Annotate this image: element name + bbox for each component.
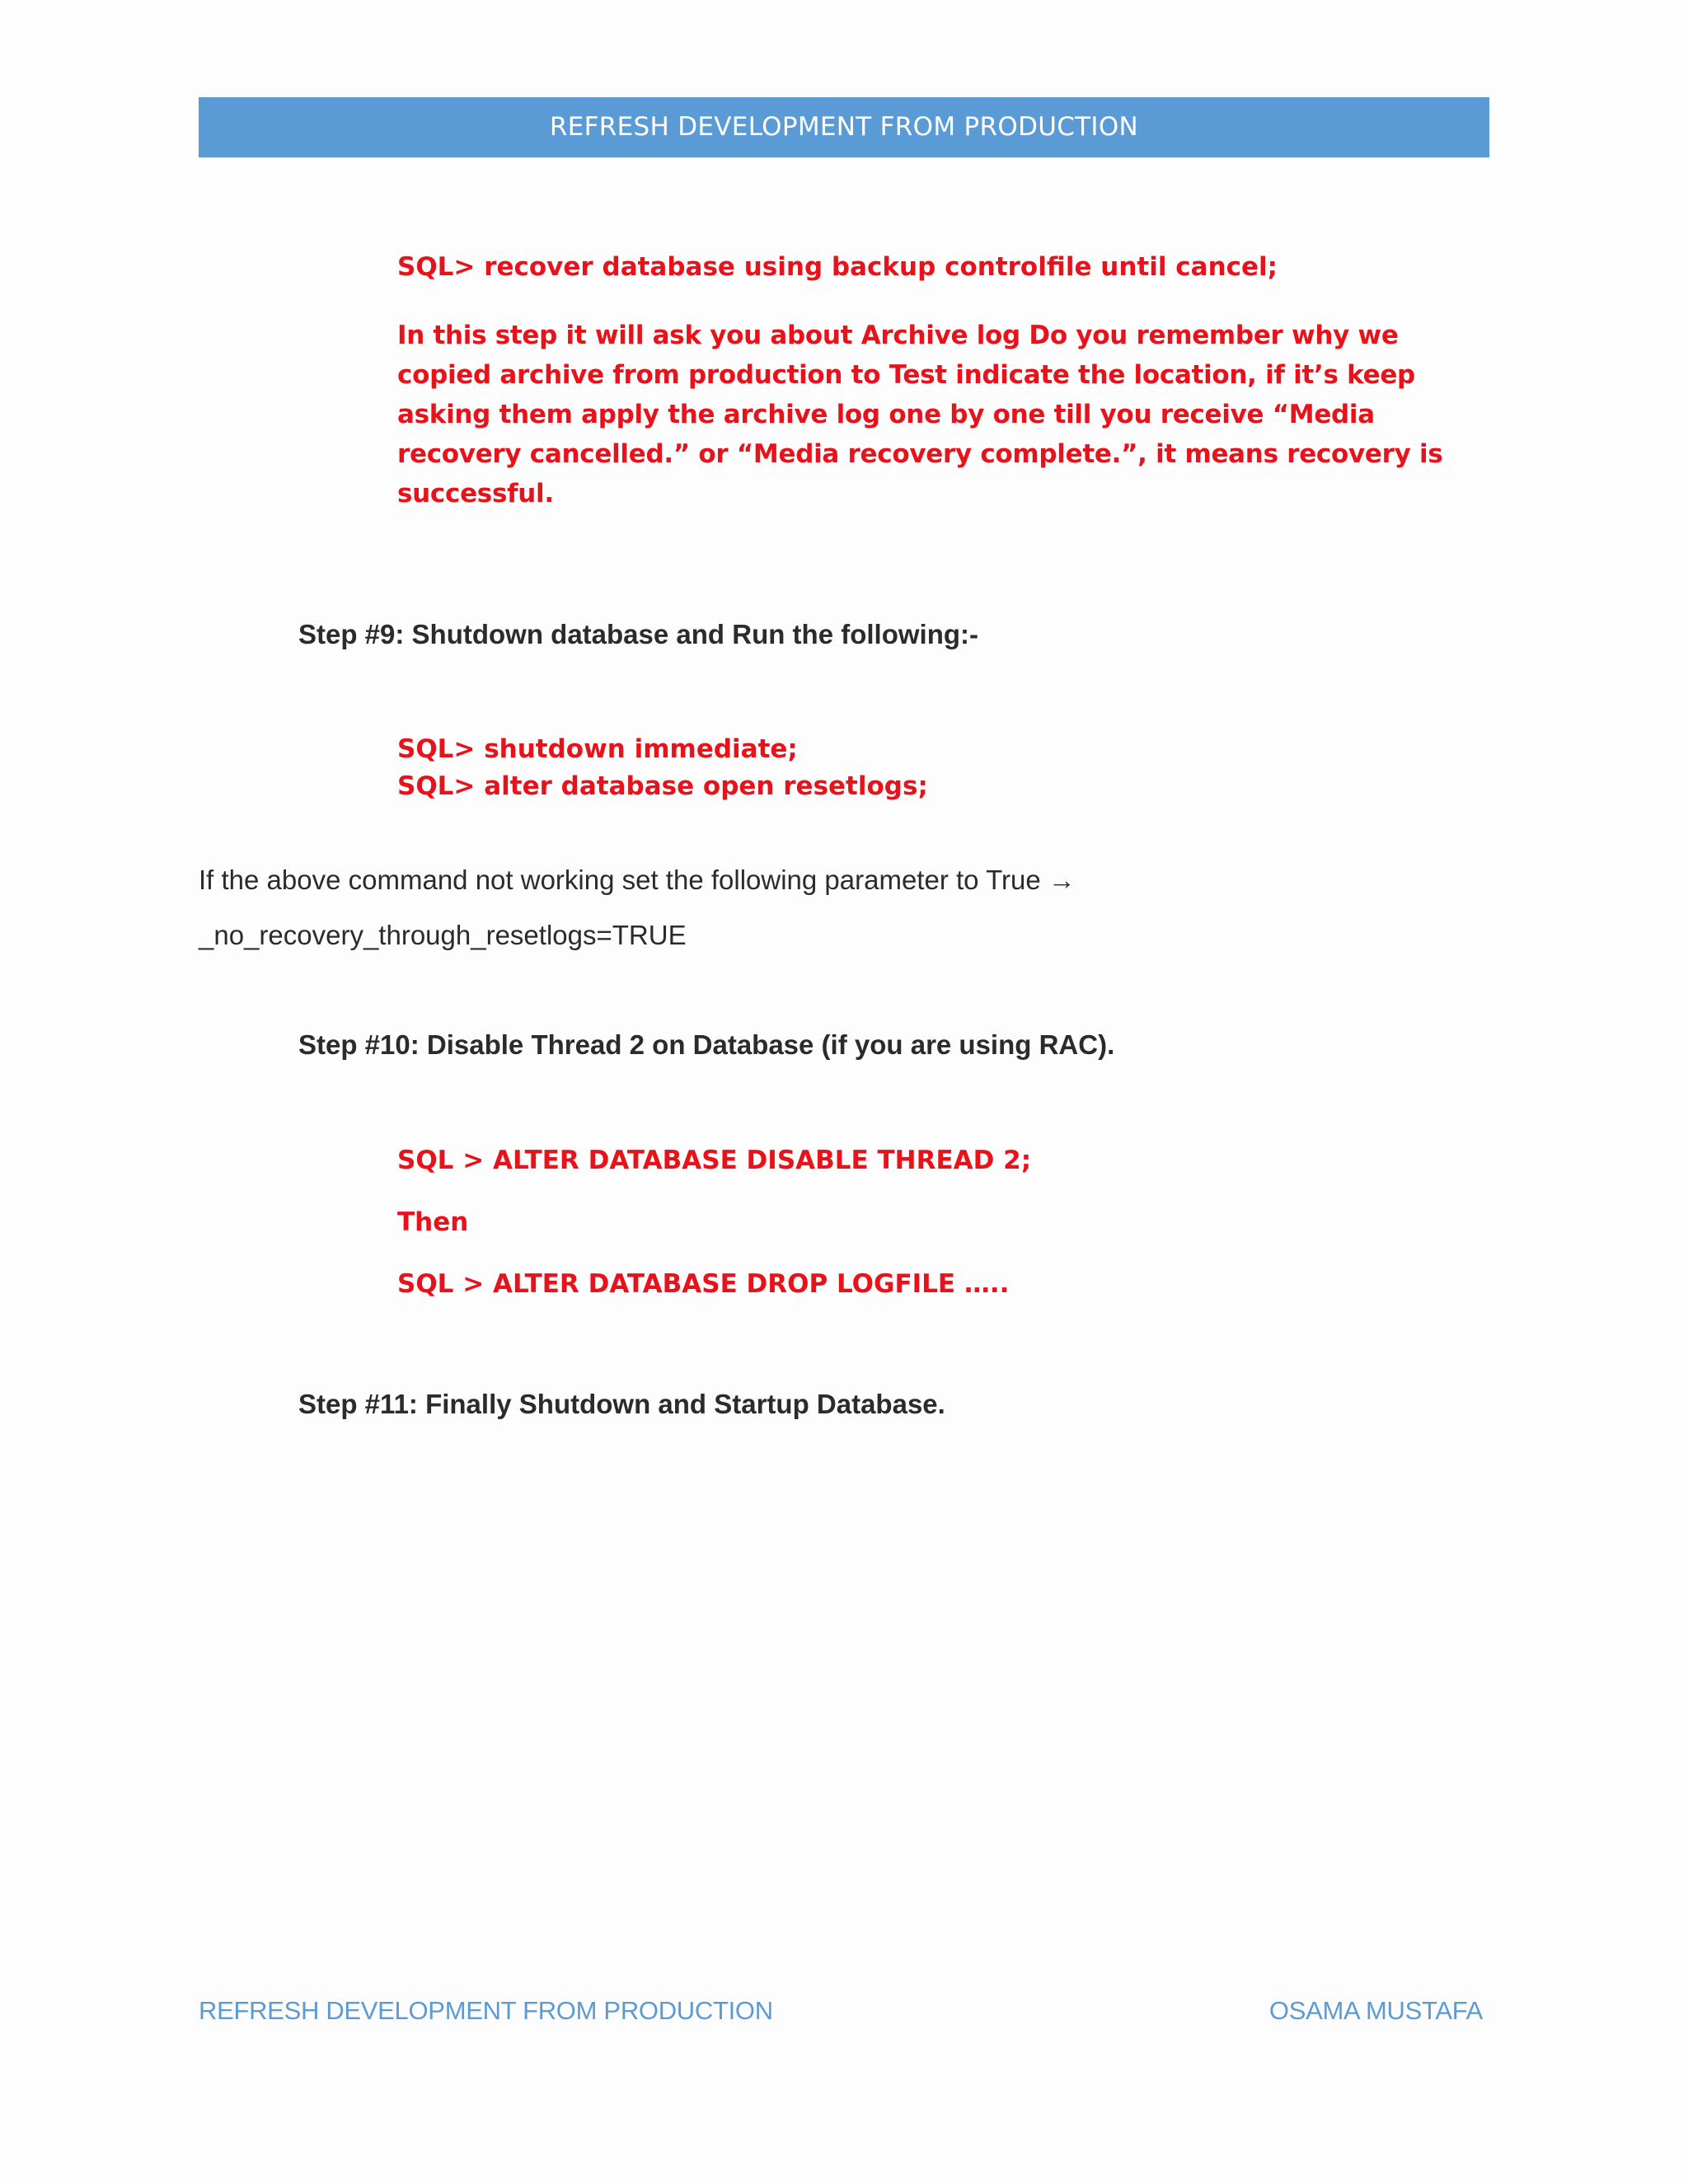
footer-document-title: REFRESH DEVELOPMENT FROM PRODUCTION	[199, 1996, 773, 2025]
footer-author: OSAMA MUSTAFA	[1268, 1996, 1483, 2025]
recover-note: In this step it will ask you about Archive log Do you remember why we copied archive from production to Test indicate the location, if it’s keep asking them apply the archive log one by one till you receive “Media recovery cancelled.” or “Media recovery complete.”, it means recovery is successful.	[397, 321, 1443, 509]
recover-command: SQL> recover database using backup controlfile until cancel;	[397, 252, 1278, 282]
shutdown-command: SQL> shutdown immediate;	[397, 734, 798, 764]
step-11-heading: Step #11: Finally Shutdown and Startup Database.	[298, 1389, 945, 1419]
disable-thread-command: SQL > ALTER DATABASE DISABLE THREAD 2;	[397, 1146, 1032, 1175]
page-header-title: REFRESH DEVELOPMENT FROM PRODUCTION	[199, 97, 1489, 157]
drop-logfile-command: SQL > ALTER DATABASE DROP LOGFILE …..	[397, 1269, 1010, 1299]
then-label: Then	[397, 1207, 469, 1237]
open-resetlogs-command: SQL> alter database open resetlogs;	[397, 771, 928, 801]
step-10-heading: Step #10: Disable Thread 2 on Database (if you are using RAC).	[298, 1029, 1115, 1060]
parameter-note: If the above command not working set the following parameter to True →	[199, 865, 1076, 895]
step-9-heading: Step #9: Shutdown database and Run the following:-	[298, 619, 978, 649]
parameter-value: _no_recovery_through_resetlogs=TRUE	[199, 920, 687, 950]
